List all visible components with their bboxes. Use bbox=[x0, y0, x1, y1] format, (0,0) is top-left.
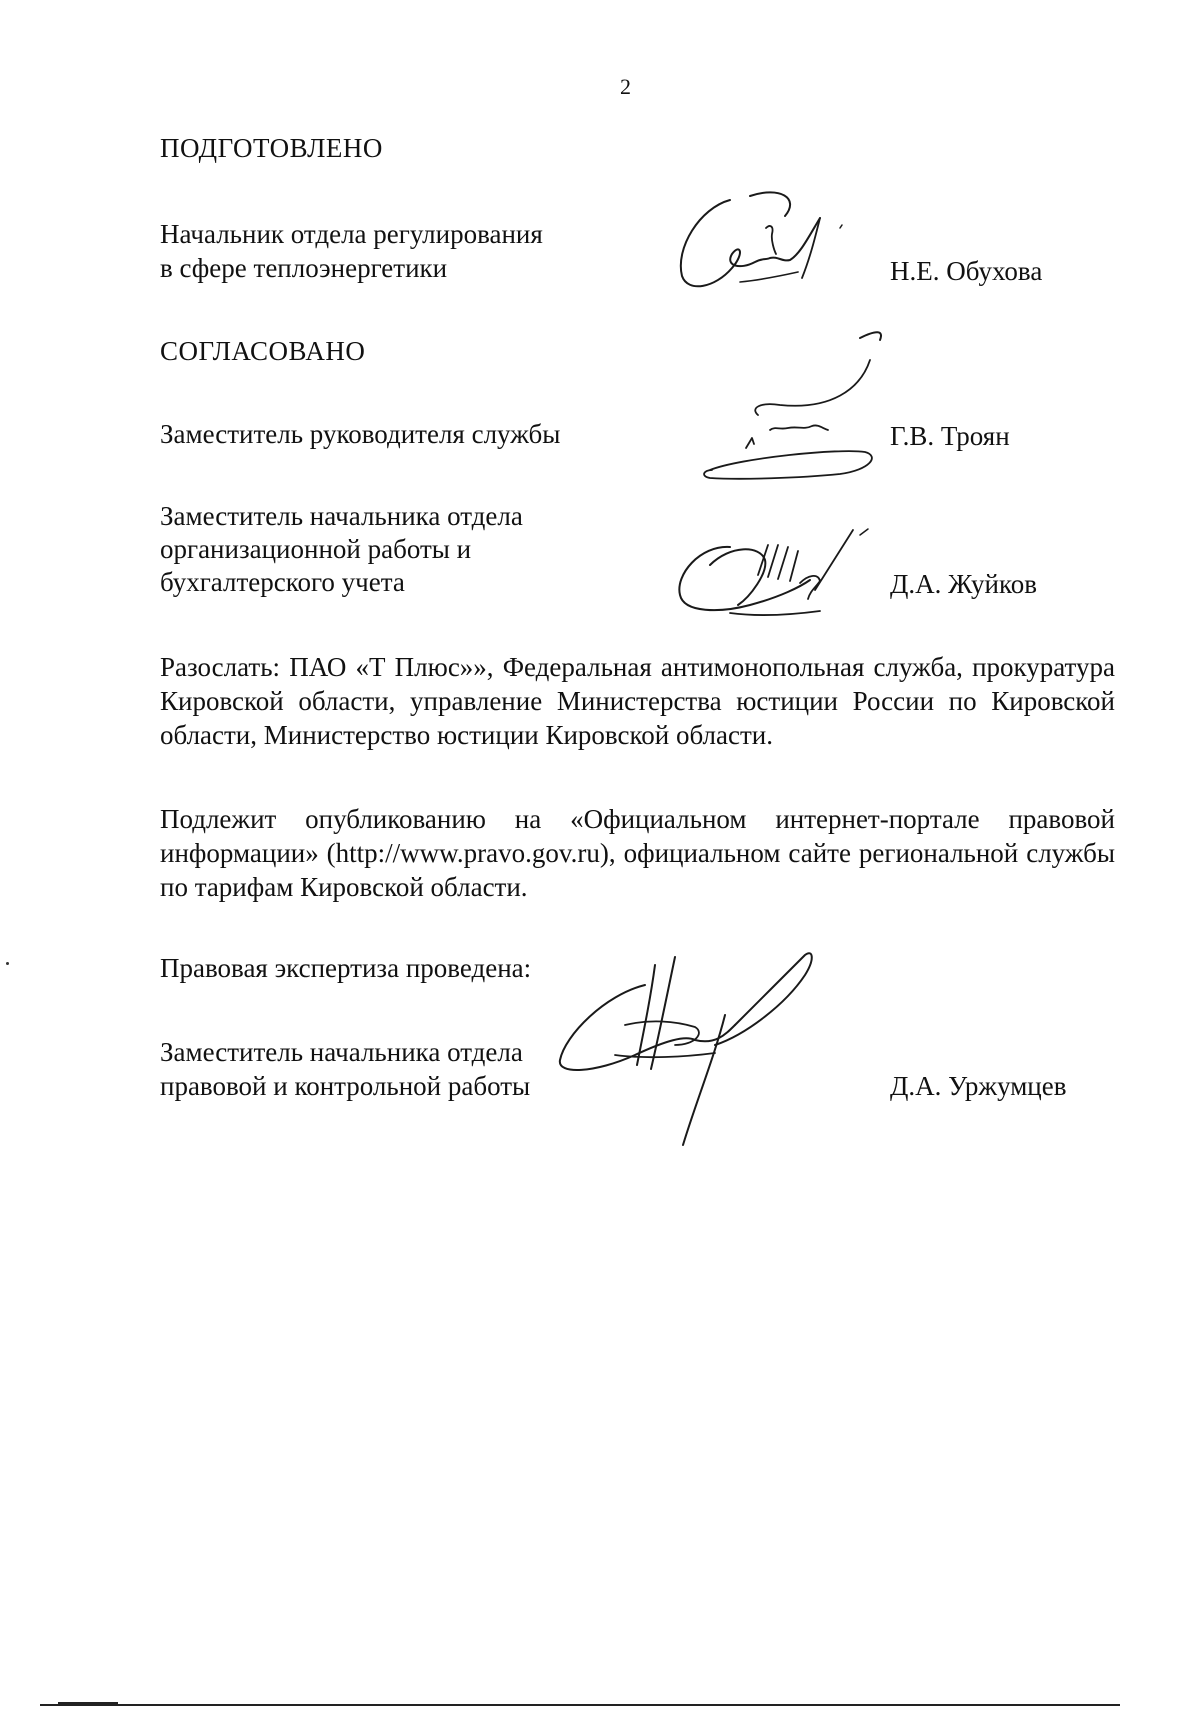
signature-zhuikov bbox=[670, 525, 900, 625]
legal-review-position-line2: правовой и контрольной работы bbox=[160, 1071, 531, 1101]
publication-paragraph: Подлежит опубликованию на «Официальном интернет-портале правовой информации» (http://www.pravo.gov.ru), официальном сайте региональной службы по тарифам Кировской области. bbox=[160, 804, 1115, 902]
signature-troyan bbox=[680, 330, 910, 510]
signature-obukhova bbox=[670, 188, 870, 298]
distribution-paragraph: Разослать: ПАО «Т Плюс»», Федеральная антимонопольная служба, прокуратура Кировской области, управление Министерства юстиции России по Кировской области, Министерство юстиции Кировской области. bbox=[160, 652, 1115, 750]
agreed-signatory-1-name: Г.В. Троян bbox=[890, 421, 1010, 451]
legal-review-position-line1: Заместитель начальника отдела bbox=[160, 1037, 523, 1067]
agreed-signatory-2-position-line3: бухгалтерского учета bbox=[160, 567, 405, 597]
prepared-position-line1: Начальник отдела регулирования bbox=[160, 219, 543, 249]
prepared-name: Н.Е. Обухова bbox=[890, 256, 1043, 286]
page-bottom-rule bbox=[40, 1704, 1120, 1706]
agreed-signatory-2-position-line1: Заместитель начальника отдела bbox=[160, 501, 523, 531]
legal-review-name: Д.А. Уржумцев bbox=[890, 1071, 1067, 1101]
signature-urzhumtsev bbox=[555, 945, 855, 1155]
agreed-heading: СОГЛАСОВАНО bbox=[160, 336, 366, 366]
agreed-signatory-1-position: Заместитель руководителя службы bbox=[160, 419, 561, 449]
agreed-signatory-2-position-line2: организационной работы и bbox=[160, 534, 472, 564]
prepared-heading: ПОДГОТОВЛЕНО bbox=[160, 133, 383, 163]
page-bottom-rule-mark bbox=[58, 1702, 118, 1706]
scan-artifact-dot bbox=[6, 962, 9, 965]
agreed-signatory-2-name: Д.А. Жуйков bbox=[890, 569, 1037, 599]
page-number: 2 bbox=[620, 74, 631, 99]
legal-review-heading: Правовая экспертиза проведена: bbox=[160, 953, 532, 983]
prepared-position-line2: в сфере теплоэнергетики bbox=[160, 253, 448, 283]
